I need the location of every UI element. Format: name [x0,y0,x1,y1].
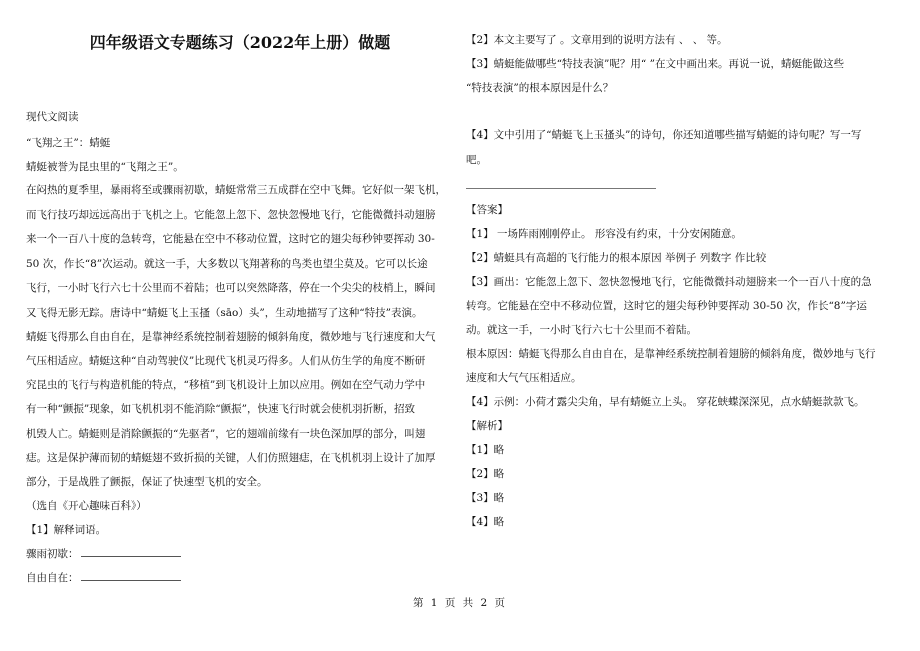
section-divider [466,188,656,189]
line-text: 蜻蜓被誉为昆虫里的“飞翔之王”。 [26,161,184,173]
line-text: “飞翔之王”：蜻蜓 [26,137,111,149]
right-text-line [466,57,844,71]
left-text-line [26,232,435,246]
line-text: 机毁人亡。蜻蜓则是消除颤振的“先驱者”，它的翅端前缘有一块色深加厚的部分，叫翅 [26,428,426,440]
line-text: 转弯。它能悬在空中不移动位置，这时它的翅尖每秒钟要挥动 30-50 次，作长“8”字运 [466,300,867,312]
line-text: 痣。这是保护薄而韧的蜻蜓翅不致折损的关键，人们仿照翅痣，在飞机机羽上设计了加厚 [26,452,436,464]
line-text: 现代文阅读 [26,111,79,123]
right-text-line [466,251,766,265]
line-text: 【3】蜻蜓能做哪些“特技表演”呢？用“ ”在文中画出来。再说一说，蜻蜓能做这些 [466,58,844,70]
right-text-line [466,275,872,289]
right-text-line [466,395,865,409]
left-text-line [26,354,425,368]
line-text: 飞行，一小时飞行六七十公里而不着陆；也可以突然降落，停在一个尖尖的枝梢上，瞬间 [26,282,436,294]
line-text: 【1】略 [466,444,505,456]
left-text-line [26,570,181,585]
line-text: “特技表演”的根本原因是什么？ [466,82,614,94]
right-text-line [466,515,504,529]
line-text: 来一个一百八十度的急转弯，它能悬在空中不移动位置，这时它的翅尖每秒钟要挥动 30- [26,233,435,245]
line-text: 【2】略 [466,468,505,480]
line-text: 自由自在： [26,572,79,584]
left-text-line [26,281,436,295]
left-text-line [26,136,110,150]
line-text: 有一种“颤振”现象，如飞机机羽不能消除“颤振”，快速飞行时就会使机羽折断，招致 [26,403,415,415]
line-text: 根本原因：蜻蜓飞得那么自由自在，是靠神经系统控制着翅膀的倾斜角度，微妙地与飞行 [466,348,876,360]
left-text-line [26,257,428,271]
left-text-line [26,402,415,416]
answer-blank[interactable] [81,570,181,581]
line-text: 骤雨初歇： [26,548,79,560]
right-text-line [466,467,504,481]
line-text: 【1】 一场阵雨刚刚停止。 形容没有约束，十分安闲随意。 [466,228,742,240]
line-text: 【4】略 [466,516,505,528]
left-text-line [26,546,181,561]
left-text-line [26,160,184,174]
left-text-line [26,378,425,392]
right-text-line [466,81,613,95]
line-text: 【2】本文主要写了 。文章用到的说明方法有 、 、 等。 [466,34,728,46]
line-text: 速度和大气气压相适应。 [466,372,582,384]
right-text-line [466,443,504,457]
line-text: 部分，于是战胜了颤振，保证了快速型飞机的安全。 [26,476,268,488]
document-title: 四年级语文专题练习（2022年上册）做题 [89,33,391,52]
line-text: 吧。 [466,154,487,166]
line-text: 又飞得无影无踪。唐诗中“蜻蜓飞上玉搔（sāo）头”，生动地描写了这种“特技”表演。 [26,307,423,319]
line-text: 究昆虫的飞行与构造机能的特点，“移植”到飞机设计上加以应用。例如在空气动力学中 [26,379,426,391]
line-text: 【答案】 [466,204,508,216]
left-text-line [26,208,436,222]
line-text: 【3】画出：它能忽上忽下、忽快忽慢地飞行，它能微微抖动翅膀来一个一百八十度的急 [466,276,872,288]
line-text: 【1】解释词语。 [26,524,107,536]
left-text-line [26,475,268,489]
left-text-line [26,183,446,197]
line-text: 蜻蜓飞得那么自由自在，是靠神经系统控制着翅膀的倾斜角度，微妙地与飞行速度和大气 [26,331,436,343]
line-text: 动。就这一手，一小时飞行六七十公里而不着陆。 [466,324,697,336]
right-text-line [466,33,728,47]
line-text: 【解析】 [466,420,508,432]
line-text: 在闷热的夏季里，暴雨将至或骤雨初歇，蜻蜓常常三五成群在空中飞舞。它好似一架飞机， [26,184,446,196]
line-text: 50 次，作长“8”次运动。就这一手，大多数以飞翔著称的鸟类也望尘莫及。它可以长途 [26,258,428,270]
right-text-line [466,419,508,433]
right-text-line [466,323,697,337]
line-text: （选自《开心趣味百科》） [26,500,147,512]
line-text: 气压相适应。蜻蜓这种“自动驾驶仪”比现代飞机灵巧得多。人们从仿生学的角度不断研 [26,355,426,367]
page-footer: 第 1 页 共 2 页 [412,597,508,609]
left-text-line [26,499,147,513]
line-text: 【2】蜻蜓具有高超的飞行能力的根本原因 举例子 列数字 作比较 [466,252,767,264]
right-text-line [466,153,487,167]
left-text-line [26,451,436,465]
right-text-line [466,128,861,142]
line-text: 【4】示例：小荷才露尖尖角，早有蜻蜓立上头。 穿花蛱蝶深深见，点水蜻蜓款款飞。 [466,396,865,408]
right-text-line [466,347,876,361]
answer-blank[interactable] [81,546,181,557]
left-text-line [26,330,436,344]
left-text-line [26,306,422,320]
right-text-line [466,227,742,241]
line-text: 【3】略 [466,492,505,504]
line-text: 【4】文中引用了“蜻蜓飞上玉搔头”的诗句，你还知道哪些描写蜻蜓的诗句呢？写一写 [466,129,862,141]
line-text: 而飞行技巧却远远高出于飞机之上。它能忽上忽下、忽快忽慢地飞行，它能微微抖动翅膀 [26,209,436,221]
right-text-line [466,371,582,385]
left-text-line [26,427,425,441]
left-text-line [26,110,79,124]
right-text-line [466,299,867,313]
left-text-line [26,523,106,537]
right-text-line [466,491,504,505]
right-text-line [466,203,508,217]
